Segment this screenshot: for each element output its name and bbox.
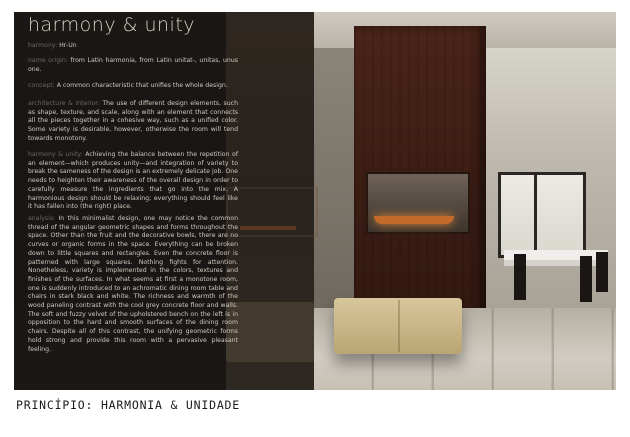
variety-text: The use of different design elements, such as shape, texture, and scale, along with an element that connects all the pieces together in a cohesive way, such as a unified color. Some variety is desirable, however, otherwise the room will tend towards monotony. bbox=[28, 100, 238, 142]
pronunciation-term: harmony: bbox=[28, 42, 58, 49]
analysis-text: In this minimalist design, one may notice the common thread of the angular geometric shapes and forms throughout the space. Other than the fruit and the decorative bowls, there are no curves or organic forms in the space. Everything can be broken down to little squares and rectangles. Even the concrete floor is patterned with large squares. Nothing fights for attention. Nonetheless, variety is implemented in the colors, textures and finishes of the surfaces. In what seems at first a monotone room, one is suddenly introduced to an achromatic dining room table and chairs in stark black and white. The richness and warmth of the wood paneling contrast with the cool grey concrete floor and walls. The soft and fuzzy velvet of the upholstered bench on the left is in opposition to the hard and smooth surfaces of the dining room chairs. Despite all of this contrast, the unifying geometric forms hold strong and provide this room with a pervasive pleasant feeling. bbox=[28, 215, 239, 353]
window-mullion bbox=[534, 175, 537, 255]
window bbox=[498, 172, 586, 258]
analysis-term: analysis: bbox=[28, 215, 56, 222]
variety-paragraph bbox=[28, 100, 238, 144]
balance-text: Achieving the balance between the repetition of an element—which produces unity—and integration of variety to break the sameness of the design is an extremely delicate job. One needs to heighten their awareness of the overall design in order to carefully measure the ingredients that go into the mix. A harmonious design should be relaxing; everything should feel like it has fallen into (the right) place. bbox=[28, 151, 239, 211]
fire-bowl bbox=[374, 216, 454, 224]
interior-photo-board bbox=[14, 12, 616, 390]
origin-paragraph bbox=[28, 57, 238, 74]
origin-text: from Latin harmonia, from Latin unitat-, unitas, unus one. bbox=[28, 57, 238, 73]
pronunciation-value: Hr-Un bbox=[59, 42, 77, 49]
variety-term: architecture & interior: bbox=[28, 100, 100, 107]
dining-chair bbox=[596, 252, 608, 292]
fireplace-niche bbox=[366, 172, 470, 234]
balance-term: harmony & unity: bbox=[28, 151, 83, 158]
dining-chair bbox=[580, 256, 592, 302]
definition-term: concept: bbox=[28, 82, 55, 89]
definition-text: A common characteristic that unifies the whole design. bbox=[56, 82, 228, 89]
caption: PRINCÍPIO: HARMONIA & UNIDADE bbox=[16, 398, 240, 412]
balance-paragraph bbox=[28, 151, 238, 212]
analysis-paragraph bbox=[28, 215, 238, 354]
concrete-wall bbox=[314, 48, 354, 308]
dining-chair bbox=[514, 254, 526, 300]
pronunciation-paragraph bbox=[28, 42, 238, 51]
definition-paragraph bbox=[28, 82, 238, 91]
page-title: harmony & unity bbox=[28, 14, 196, 36]
overlay-fade bbox=[226, 12, 314, 390]
origin-term: name origin: bbox=[28, 57, 68, 64]
bench-seam bbox=[398, 300, 400, 352]
